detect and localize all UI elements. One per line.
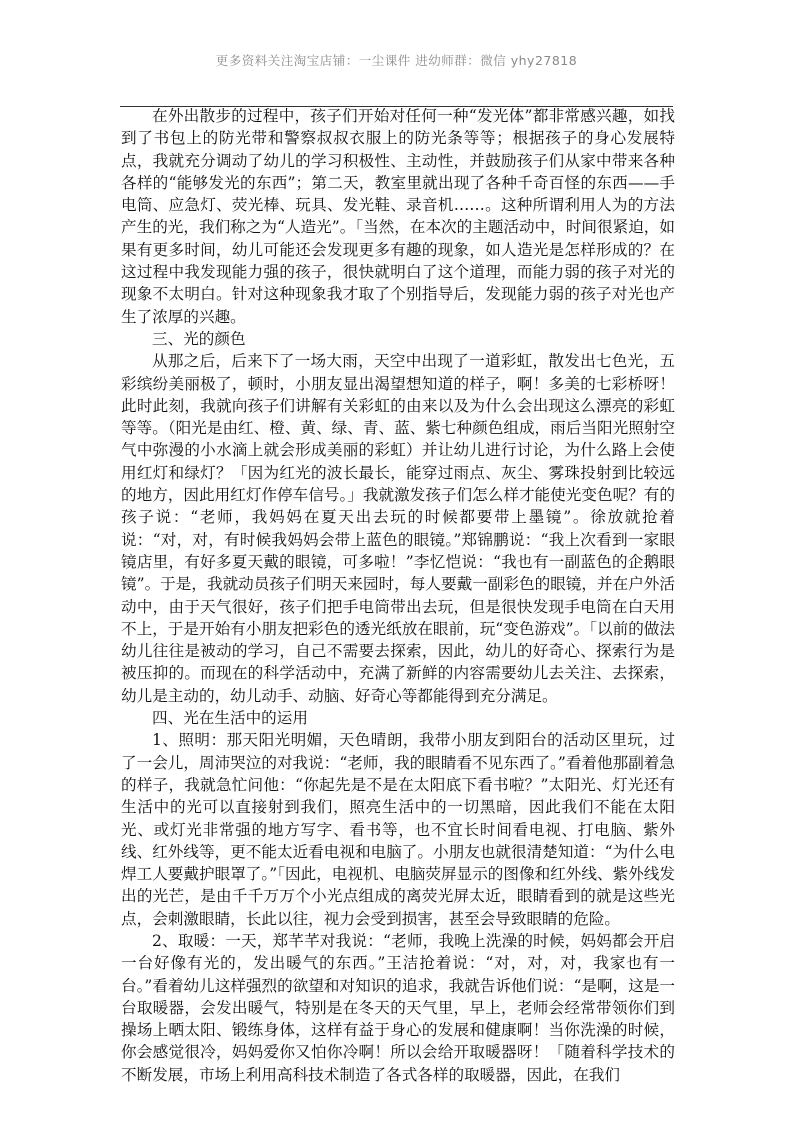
paragraph-heating: 2、取暖：一天，郑芊芊对我说：“老师，我晚上洗澡的时候，妈妈都会开启一台好像有光的，发出暖气的东西。”王洁抢着说：“对，对，对，我家也有一台。”看着幼儿这样强烈的欲望和对知识的追求，我就告诉他们说：“是啊，这是一台取暖器，会发出暖气，特别是在冬天的天气里，早上，老师会经常带领你们到操场上晒太阳、锻练身体，这样有益于身心的发展和健康啊！当你洗澡的时候，你会感觉很冷，妈妈爱你又怕你冷啊！所以会给开取暖器呀！「随着科学技术的不断发展，市场上利用高科技术制造了各式各样的取暖器，因此，在我们 bbox=[121, 931, 675, 1084]
paragraph-rainbow: 从那之后，后来下了一场大雨，天空中出现了一道彩虹，散发出七色光，五彩缤纷美丽极了，顿时，小朋友显出渴望想知道的样子，啊！多美的七彩桥呀！此时此刻，我就向孩子们讲解有关彩虹的由来以及为什么会出现这么漂亮的彩虹等等。（阳光是由红、橙、黄、绿、青、蓝、紫七种颜色组成，雨后当阳光照射空气中弥漫的小水滴上就会形成美丽的彩虹）并让幼儿进行讨论，为什么路上会使用红灯和绿灯？「因为红光的波长最长，能穿过雨点、灰尘、雾珠投射到比较远的地方，因此用红灯作停车信号。」我就激发孩子们怎么样才能使光变色呢？有的孩子说：“老师，我妈妈在夏天出去玩的时候都要带上墨镜”。徐放就抢着说：“对，对，有时候我妈妈会带上蓝色的眼镜。”郑锦鹏说：“我上次看到一家眼镜店里，有好多夏天戴的眼镜，可多啦！”李忆恺说：“我也有一副蓝色的企鹅眼镜”。于是，我就动员孩子们明天来园时，每人要戴一副彩色的眼镜，并在户外活动中，由于天气很好，孩子们把手电筒带出去玩，但是很快发现手电筒在白天用不上，于是开始有小朋友把彩色的透光纸放在眼前，玩“变色游戏”。「以前的做法幼儿往往是被动的学习，自己不需要去探索，因此，幼儿的好奇心、探索行为是被压抑的。而现在的科学活动中，充满了新鲜的内容需要幼儿去关注、去探索，幼儿是主动的，幼儿动手、动脑、好奇心等都能得到充分满足。 bbox=[121, 352, 675, 705]
page-header-watermark: 更多资料关注淘宝店铺：一尘课件 进幼师群：微信 yhy27818 bbox=[215, 53, 578, 68]
paragraph-artificial-light: 在外出散步的过程中，孩子们开始对任何一种“发光体”都非常感兴趣，如找到了书包上的防光带和警察叔叔衣服上的防光条等等；根据孩子的身心发展特点，我就充分调动了幼儿的学习积极性、主动性，并鼓励孩子们从家中带来各种各样的“能够发光的东西”；第二天，教室里就出现了各种千奇百怪的东西——手电筒、应急灯、荧光棒、玩具、发光鞋、录音机……。这种所谓利用人为的方法产生的光，我们称之为“人造光”。「当然，在本次的主题活动中，时间很紧迫，如果有更多时间，幼儿可能还会发现更多有趣的现象，如人造光是怎样形成的？在这过程中我发现能力强的孩子，很快就明白了这个道理，而能力弱的孩子对光的现象不太明白。针对这种现象我才取了个别指导后，发现能力弱的孩子对光也产生了浓厚的兴趣。 bbox=[121, 107, 675, 326]
section-heading-light-in-life: 四、光在生活中的运用 bbox=[152, 709, 308, 728]
document-body bbox=[121, 105, 675, 1086]
paragraph-lighting: 1、照明：那天阳光明媚，天色晴朗，我带小朋友到阳台的活动区里玩，过了一会儿，周沛哭泣的对我说：“老师，我的眼睛看不见东西了。”看着他那副着急的样子，我就急忙问他：“你起先是不是在太阳底下看书啦？”太阳光、灯光还有生活中的光可以直接射到我们，照亮生活中的一切黑暗，因此我们不能在太阳光、或灯光非常强的地方写字、看书等，也不宜长时间看电视、打电脑、紫外线、红外线等，更不能太近看电视和电脑了。小朋友也就很清楚知道：“为什么电焊工人要戴护眼罩了。”「因此，电视机、电脑荧屏显示的图像和红外线、紫外线发出的光芒，是由千千万万个小光点组成的离荧光屏太近，眼睛看到的就是这些光点，会刺激眼睛，长此以往，视力会受到损害，甚至会导致眼睛的危险。 bbox=[121, 731, 675, 928]
section-heading-color-of-light: 三、光的颜色 bbox=[152, 329, 246, 348]
